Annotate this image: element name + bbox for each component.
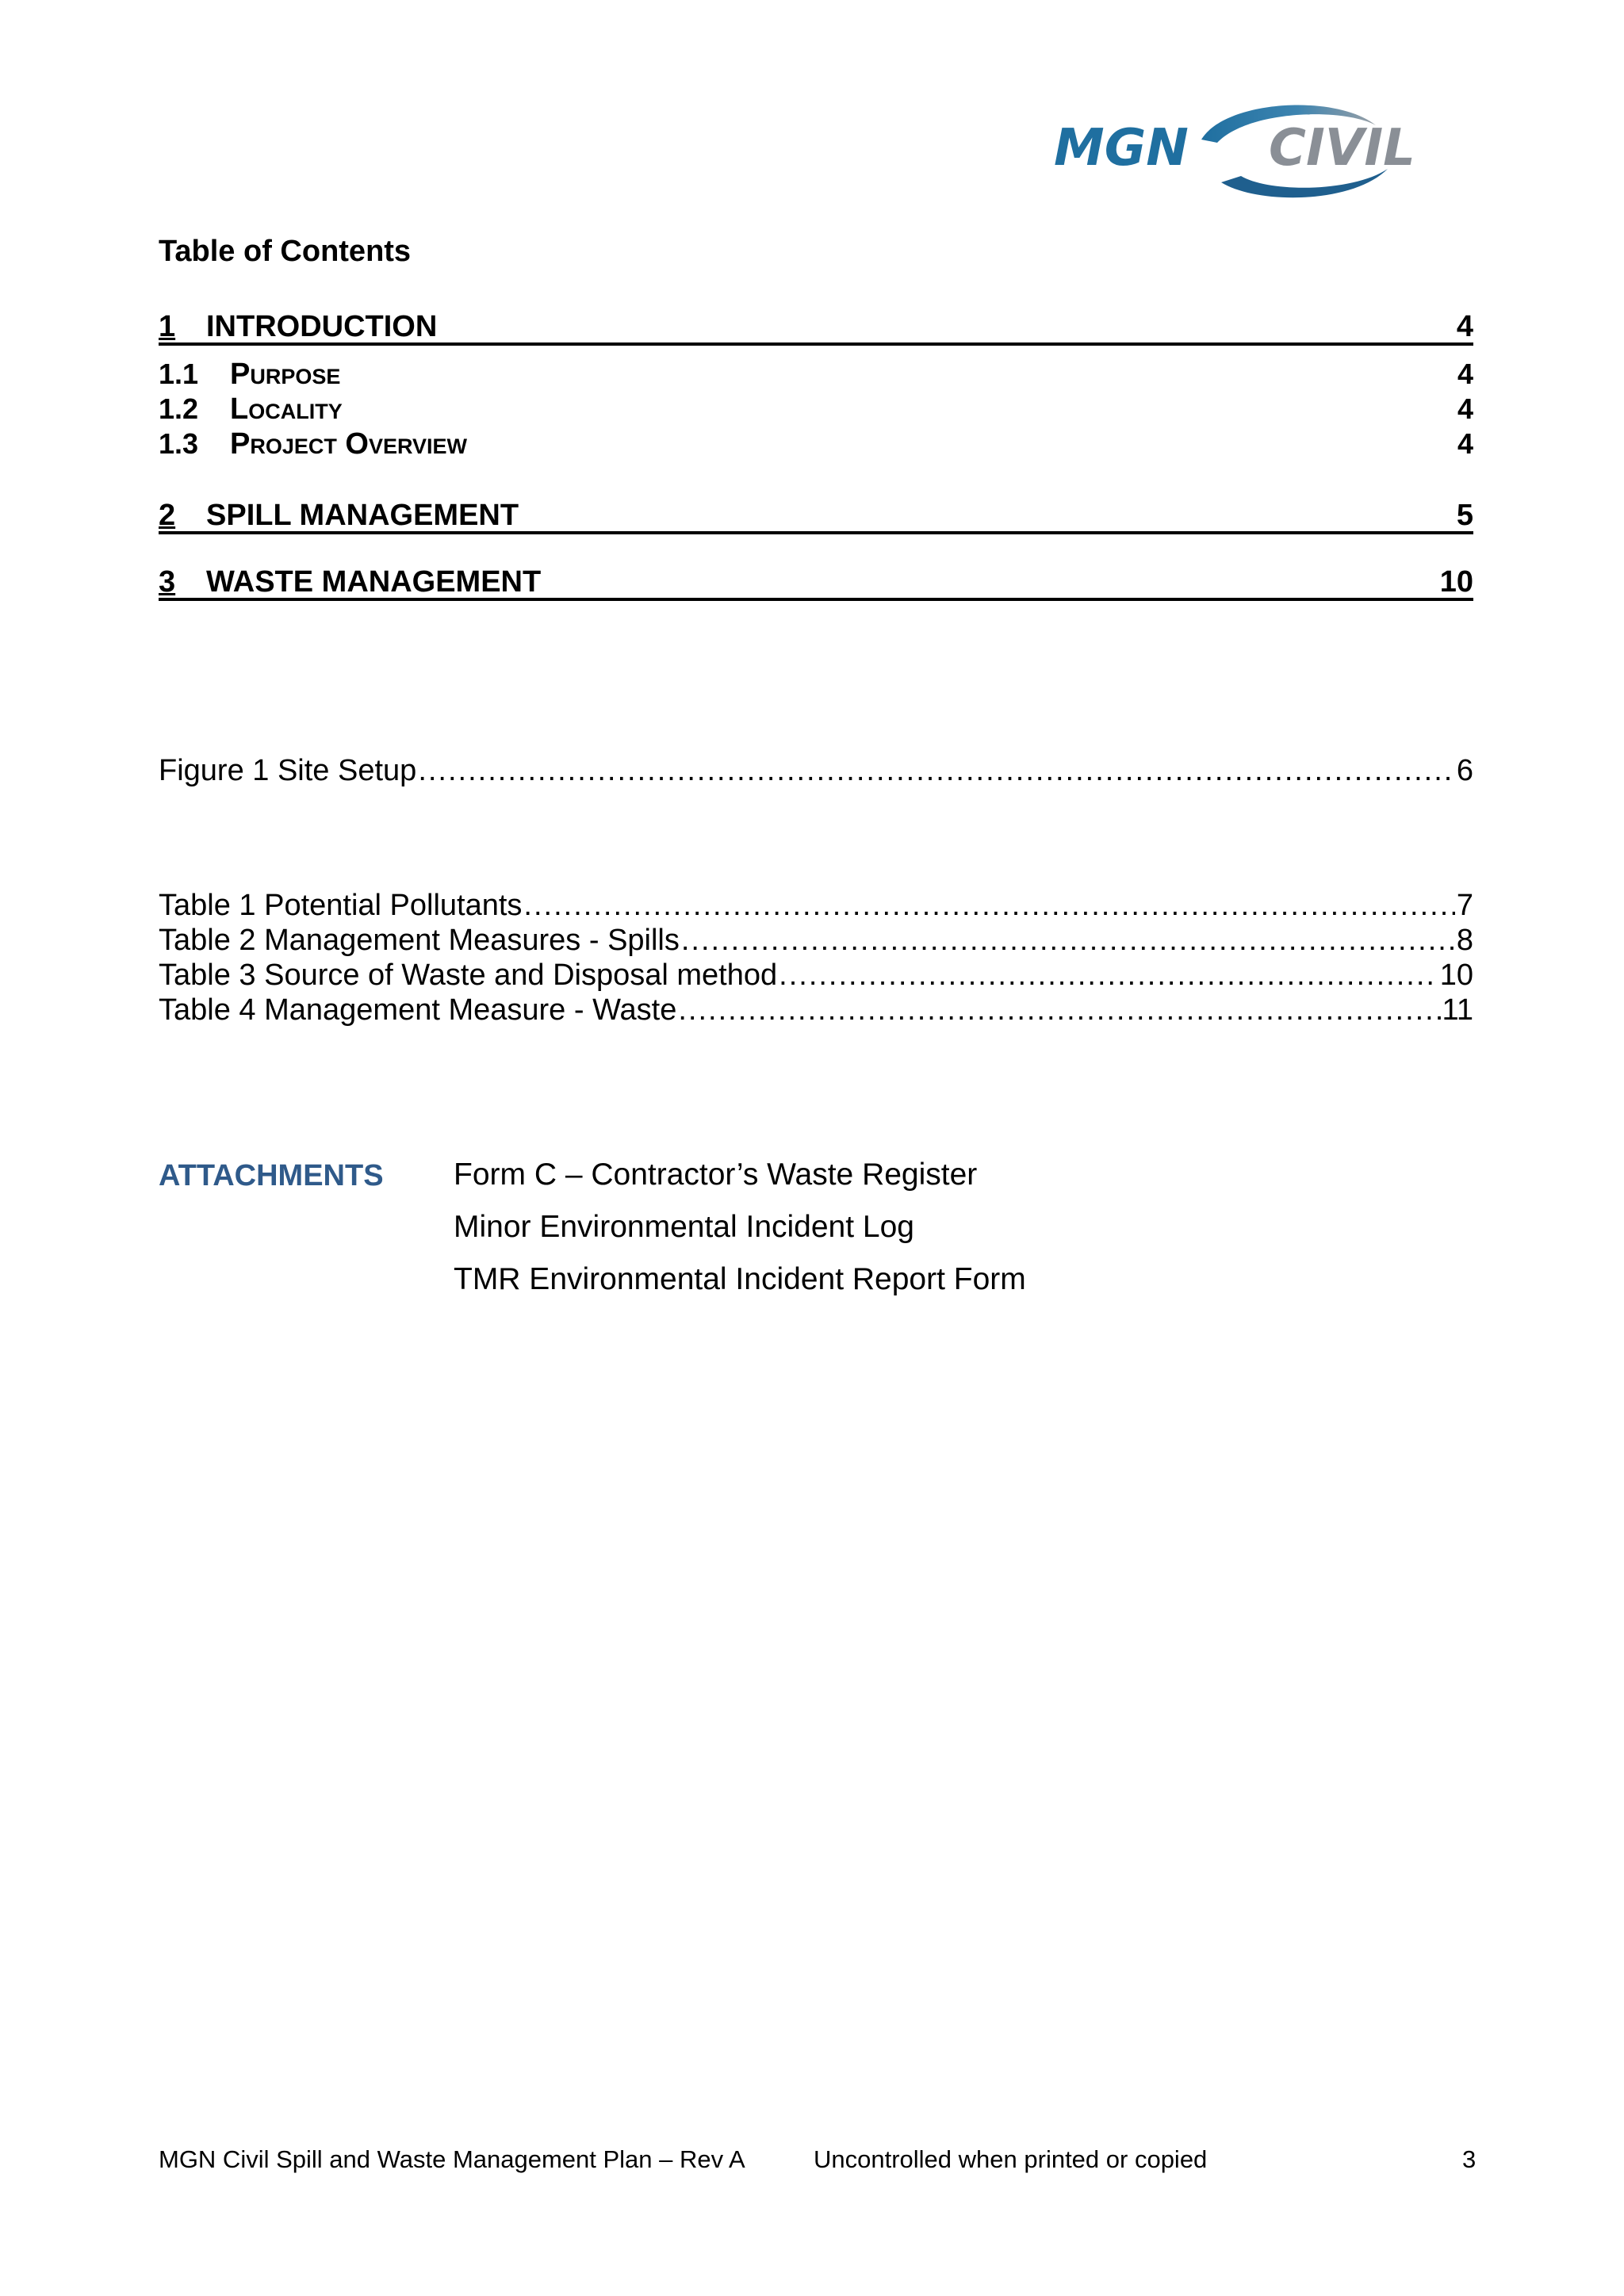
dot-leader <box>681 923 1455 958</box>
table-page: 10 <box>1439 959 1473 992</box>
toc-entry-title: Project Overview <box>230 427 468 461</box>
mgn-civil-logo <box>1051 94 1495 205</box>
toc-entry-number: 2 <box>159 499 176 532</box>
table-list-item[interactable] <box>159 888 1473 923</box>
toc-entry-number: 3 <box>159 565 176 599</box>
toc-entry-purpose[interactable] <box>159 357 1473 392</box>
toc-entry-title: WASTE MANAGEMENT <box>206 565 542 599</box>
toc-entry-page: 4 <box>1457 358 1473 390</box>
dot-leader <box>678 993 1440 1027</box>
table-title: Table 3 Source of Waste and Disposal method <box>159 959 778 992</box>
attachments-label: ATTACHMENTS <box>159 1159 384 1192</box>
table-title: Table 2 Management Measures - Spills <box>159 924 680 957</box>
table-list-item[interactable] <box>159 958 1473 993</box>
attachment-item: TMR Environmental Incident Report Form <box>454 1262 1026 1296</box>
dot-leader <box>779 958 1438 993</box>
toc-entry-spill-management[interactable] <box>159 499 1473 534</box>
table-page: 11 <box>1442 993 1473 1027</box>
toc-entry-page: 10 <box>1439 565 1473 599</box>
toc-entry-title: Purpose <box>230 358 341 391</box>
toc-entry-number: 1.1 <box>159 358 199 390</box>
attachment-item: Form C – Contractor’s Waste Register <box>454 1158 978 1192</box>
toc-heading: Table of Contents <box>159 235 412 268</box>
table-list-item[interactable] <box>159 993 1473 1027</box>
table-page: 8 <box>1456 924 1473 957</box>
toc-entry-title: INTRODUCTION <box>206 310 438 343</box>
figure-title: Figure 1 Site Setup <box>159 754 417 787</box>
table-list-item[interactable] <box>159 923 1473 958</box>
toc-entry-page: 4 <box>1456 310 1473 343</box>
toc-entry-locality[interactable] <box>159 392 1473 427</box>
dot-leader <box>418 753 1455 788</box>
attachment-item: Minor Environmental Incident Log <box>454 1210 914 1244</box>
table-page: 7 <box>1456 889 1473 922</box>
toc-entry-waste-management[interactable] <box>159 566 1473 601</box>
figure-list-item[interactable] <box>159 753 1473 788</box>
figure-page: 6 <box>1456 754 1473 787</box>
footer-page-number: 3 <box>1462 2145 1477 2173</box>
toc-entry-page: 4 <box>1457 427 1473 460</box>
footer-notice: Uncontrolled when printed or copied <box>814 2145 1208 2173</box>
table-title: Table 4 Management Measure - Waste <box>159 993 677 1027</box>
toc-entry-page: 4 <box>1457 392 1473 425</box>
toc-entry-number: 1 <box>159 310 176 343</box>
toc-entry-page: 5 <box>1456 499 1473 532</box>
toc-entry-title: SPILL MANAGEMENT <box>206 499 519 532</box>
toc-entry-number: 1.2 <box>159 392 199 425</box>
toc-entry-project-overview[interactable] <box>159 427 1473 461</box>
toc-entry-title: Locality <box>230 392 343 426</box>
toc-entry-introduction[interactable] <box>159 311 1473 346</box>
toc-entry-number: 1.3 <box>159 427 199 460</box>
dot-leader <box>523 888 1454 923</box>
footer-doc-title: MGN Civil Spill and Waste Management Plan – Rev A <box>159 2145 745 2173</box>
logo-text-civil: CIVIL <box>1269 119 1415 178</box>
logo-text-mgn: MGN <box>1054 119 1189 178</box>
table-title: Table 1 Potential Pollutants <box>159 889 523 922</box>
